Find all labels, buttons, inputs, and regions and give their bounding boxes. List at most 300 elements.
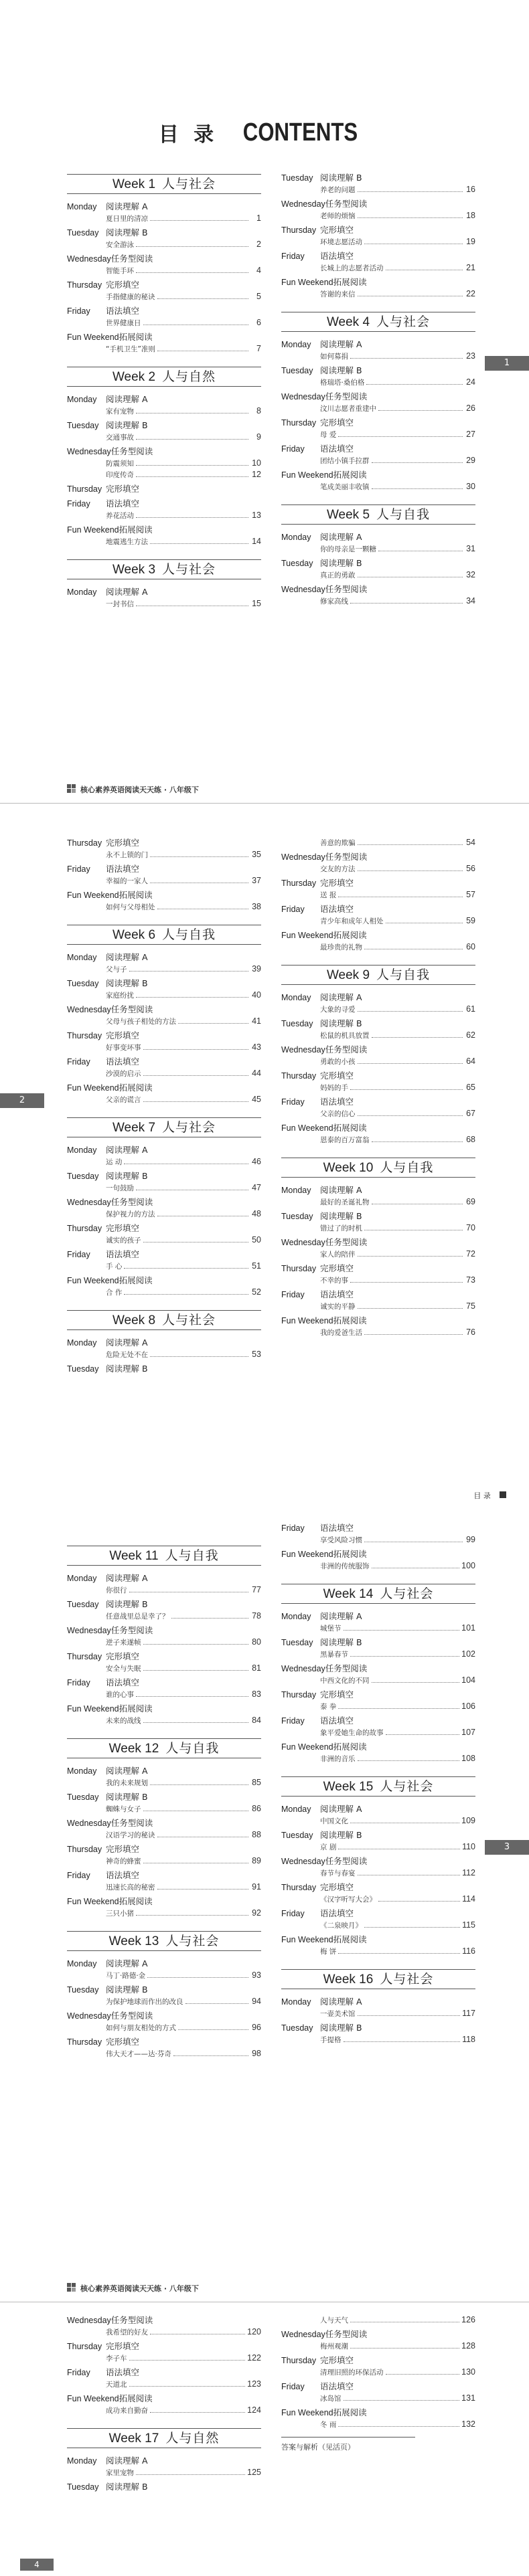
day-label: Monday [281,993,311,1002]
toc-day-group [67,2340,261,2364]
toc-entry[interactable] [67,1261,261,1272]
exercise-type: 拓展阅读 [119,1083,153,1093]
toc-entry[interactable] [281,184,475,195]
toc-entry[interactable] [281,1056,475,1067]
toc-entry[interactable] [281,2419,475,2430]
toc-entry[interactable] [281,1030,475,1041]
toc-entry[interactable] [281,569,475,581]
entry-page-number: 130 [461,2367,475,2377]
toc-day-line [281,1096,475,1108]
toc-day-group [281,851,475,875]
day-label: Fun Weekend [67,1897,119,1906]
toc-day-group [281,391,475,414]
exercise-type: 阅读理解 A [106,2456,148,2466]
entry-page-number: 96 [252,2023,261,2032]
day-label: Friday [281,1909,305,1918]
toc-entry[interactable] [67,291,261,302]
toc-entry[interactable] [281,1301,475,1312]
toc-entry[interactable] [67,2326,261,2338]
toc-day-line [67,483,261,495]
day-label: Monday [281,1186,311,1195]
exercise-type: 完形填空 [320,1882,354,1892]
exercise-type: 拓展阅读 [333,1123,367,1133]
toc-entry[interactable] [281,837,475,848]
toc-title-cn: 目 录 [158,123,218,147]
entry-page-number: 38 [252,902,261,911]
entry-page-number: 86 [252,1804,261,1813]
toc-day-group [67,1056,261,1079]
toc-entry[interactable] [67,1829,261,1841]
week-heading [67,1931,261,1951]
entry-page-number: 126 [461,2315,475,2324]
week-theme: 人与社会 [162,1120,216,1135]
toc-entry[interactable] [281,288,475,300]
toc-entry[interactable] [281,595,475,607]
toc-day-group [281,929,475,953]
toc-entry[interactable] [67,901,261,913]
week-theme: 人与社会 [165,1934,220,1948]
dot-leader [350,2348,459,2349]
toc-entry[interactable] [67,1996,261,2007]
entry-page-number: 76 [466,1327,475,1337]
entry-title: 团结小镇手拉群 [320,457,370,465]
day-label: Friday [281,905,305,914]
toc-entry[interactable] [281,863,475,875]
toc-entry[interactable] [281,236,475,248]
dot-leader [358,2015,461,2016]
toc-day-line [67,2481,261,2493]
entry-title: 中西文化的不同 [320,1677,370,1685]
toc-entry[interactable] [67,1637,261,1648]
toc-entry[interactable] [281,1534,475,1546]
toc-day-group [67,305,261,329]
toc-day-group [281,1522,475,1546]
dot-leader [350,358,463,359]
toc-entry[interactable] [281,889,475,901]
toc-entry[interactable] [67,1068,261,1079]
toc-entry[interactable] [67,432,261,443]
toc-entry[interactable] [281,1894,475,1905]
toc-entry[interactable] [67,2048,261,2059]
toc-entry[interactable] [281,1623,475,1634]
entry-page-number: 120 [247,2327,261,2336]
day-label: Thursday [281,225,317,235]
toc-entry[interactable] [67,598,261,610]
entry-title: 父亲的信心 [320,1110,356,1118]
toc-entry[interactable] [281,1082,475,1093]
toc-entry[interactable] [67,213,261,224]
dot-leader [136,1696,248,1697]
exercise-type: 任务型阅读 [110,1004,153,1014]
toc-entry[interactable] [67,1094,261,1105]
toc-entry[interactable] [281,1134,475,1145]
entry-title: 一壶美术馆 [320,2010,356,2018]
toc-day-group [281,1829,475,1853]
entry-title: 清理旧照的环保活动 [320,2369,384,2377]
toc-entry[interactable] [67,1803,261,1815]
toc-entry[interactable] [281,455,475,466]
day-label: Thursday [67,838,102,848]
toc-day-group [281,583,475,607]
toc-entry[interactable] [67,1584,261,1596]
entry-page-number: 117 [462,2009,475,2018]
entry-title: 幸福的一家人 [106,877,148,885]
toc-day-line [281,1184,475,1196]
toc-entry[interactable] [281,2034,475,2045]
entry-page-number: 5 [256,292,261,301]
toc-day-group [281,1689,475,1712]
entry-page-number: 84 [252,1716,261,1725]
entry-title: 天道北 [106,2381,127,2389]
day-label: Thursday [281,2356,317,2365]
toc-entry[interactable] [281,1196,475,1208]
toc-entry[interactable] [67,536,261,547]
toc-day-group [281,1548,475,1572]
toc-day-group [281,1663,475,1686]
entry-page-number: 19 [466,237,475,246]
day-label: Fun Weekend [281,1123,333,1133]
week-theme: 人与社会 [380,1972,434,1987]
toc-day-line [281,851,475,863]
day-label: Fun Weekend [281,1316,333,1325]
entry-page-number: 9 [256,432,261,442]
toc-entry[interactable] [67,1611,261,1622]
week-number: Week 8 [112,1313,156,1327]
entry-title: 交通事故 [106,434,134,442]
exercise-type: 拓展阅读 [119,1704,153,1714]
day-label: Monday [67,202,97,211]
day-label: Tuesday [281,559,313,568]
toc-day-line [67,420,261,432]
day-label: Tuesday [281,1831,313,1840]
toc-day-group [281,1210,475,1234]
toc-day-group [67,1170,261,1194]
toc-entry[interactable] [67,317,261,329]
exercise-type: 阅读理解 A [106,394,148,404]
toc-entry[interactable] [281,403,475,414]
toc-entry[interactable] [281,915,475,927]
toc-entry[interactable] [281,1327,475,1338]
day-label: Tuesday [67,1364,99,1374]
dot-leader [157,298,249,299]
dot-leader [364,1927,460,1928]
entry-title: 笔成美丽丰收镇 [320,483,370,491]
toc-entry[interactable] [67,1208,261,1220]
entry-page-number: 64 [466,1056,475,1066]
entry-title: 非洲的音乐 [320,1755,356,1763]
toc-entry[interactable] [67,405,261,417]
toc-entry[interactable] [281,377,475,388]
toc-day-line [281,877,475,889]
entry-title: 人与天气 [320,2316,348,2324]
dot-leader [178,1023,248,1024]
toc-entry[interactable] [67,1881,261,1893]
answer-key-note [281,2433,475,2452]
week-heading [281,965,475,985]
toc-day-group [67,1004,261,1027]
entry-page-number: 69 [466,1197,475,1206]
toc-page-4 [0,2275,529,2576]
toc-entry[interactable] [67,1182,261,1194]
entry-page-number: 70 [466,1223,475,1232]
entry-page-number: 23 [466,351,475,361]
day-label: Thursday [67,484,102,494]
toc-entry[interactable] [67,875,261,887]
week-heading [67,1117,261,1137]
toc-entry[interactable] [281,1920,475,1931]
toc-day-group [281,1881,475,1905]
toc-day-line [281,2355,475,2367]
toc-entry[interactable] [67,510,261,521]
toc-entry[interactable] [281,1946,475,1957]
exercise-type: 语法填空 [320,1716,354,1726]
dot-leader [136,2474,245,2475]
day-label: Wednesday [281,199,325,209]
week-theme: 人与自然 [165,2431,220,2446]
exercise-type: 语法填空 [106,1249,140,1259]
toc-day-line [67,889,261,901]
toc-entry[interactable] [67,1715,261,1726]
toc-entry[interactable] [67,963,261,975]
entry-page-number: 118 [462,2035,475,2044]
toc-entry[interactable] [67,2022,261,2033]
exercise-type: 完形填空 [106,2037,140,2047]
exercise-type: 完形填空 [106,280,140,290]
toc-entry[interactable] [67,1908,261,1919]
day-label: Tuesday [281,2023,313,2033]
toc-entry[interactable] [281,1675,475,1686]
toc-entry[interactable] [67,265,261,276]
toc-day-line [67,1984,261,1996]
toc-day-group [67,1275,261,1298]
toc-entry[interactable] [281,1753,475,1764]
toc-entry[interactable] [67,849,261,860]
entry-page-number: 51 [252,1261,261,1271]
week-number: Week 2 [112,370,156,384]
toc-day-group [281,557,475,581]
toc-day-line [281,1715,475,1727]
toc-entry[interactable] [67,2353,261,2364]
toc-day-line [67,305,261,317]
entry-page-number: 12 [252,470,261,479]
entry-title: 交友的方法 [320,865,356,873]
toc-day-line [281,1855,475,1867]
dot-leader [344,1630,460,1631]
dot-leader [366,384,463,385]
toc-entry[interactable] [281,2314,475,2326]
exercise-type: 完形填空 [106,1844,140,1854]
dot-leader [386,2374,460,2375]
entry-title: 真正的勇敢 [320,571,356,579]
week-theme: 人与自我 [162,927,216,942]
entry-page-number: 89 [252,1856,261,1865]
day-label: Thursday [67,1224,102,1233]
entry-title: 松鼠的机具放置 [320,1032,370,1040]
toc-entry[interactable] [67,1042,261,1053]
entry-title: 大象的寻爱 [320,1006,356,1014]
exercise-type: 完形填空 [320,1689,354,1699]
page-header-right [471,1488,506,1501]
entry-title: 家有宠物 [106,407,134,416]
toc-entry[interactable] [67,469,261,480]
toc-entry[interactable] [281,1867,475,1879]
toc-day-line [281,1881,475,1894]
toc-entry[interactable] [67,2467,261,2478]
toc-day-group [281,531,475,555]
entry-page-number: 131 [461,2393,475,2403]
toc-entry[interactable] [67,458,261,469]
entry-title: 养花活动 [106,512,134,520]
exercise-type: 阅读理解 A [106,201,148,211]
exercise-type: 完形填空 [320,878,354,888]
toc-entry[interactable] [281,1560,475,1572]
page-tab: 3 [485,1840,529,1855]
day-label: Tuesday [67,1600,99,1609]
entry-title: 手 心 [106,1263,123,1271]
toc-entry[interactable] [67,1156,261,1168]
toc-day-line [281,224,475,236]
entry-page-number: 81 [252,1663,261,1673]
toc-day-line [281,1996,475,2008]
toc-entry[interactable] [281,262,475,274]
toc-entry[interactable] [67,1349,261,1360]
dot-leader [171,1618,249,1619]
toc-entry[interactable] [67,239,261,250]
toc-entry[interactable] [281,210,475,221]
entry-page-number: 27 [466,430,475,439]
toc-entry[interactable] [67,1777,261,1788]
toc-day-line [67,1765,261,1777]
toc-entry[interactable] [67,1855,261,1867]
toc-day-group [67,837,261,860]
toc-entry[interactable] [281,2367,475,2378]
toc-entry[interactable] [67,990,261,1001]
toc-day-line [67,1651,261,1663]
toc-day-line [67,1144,261,1156]
toc-day-group [67,1651,261,1674]
entry-title: 父母与孩子相处的方法 [106,1018,176,1026]
dot-leader [358,870,463,871]
day-label: Wednesday [67,1626,111,1635]
exercise-type: 语法填空 [106,498,140,509]
dot-leader [350,1282,463,1283]
toc-day-line [281,1289,475,1301]
toc-entry[interactable] [67,1287,261,1298]
toc-entry[interactable] [281,1727,475,1738]
week-heading [281,312,475,332]
day-label: Monday [67,1766,97,1776]
day-label: Fun Weekend [281,1742,333,1752]
toc-entry[interactable] [281,1249,475,1260]
toc-day-line [67,1363,261,1375]
toc-title [0,118,529,147]
toc-entry[interactable] [281,1841,475,1853]
toc-entry[interactable] [67,1234,261,1246]
toc-day-group [281,877,475,901]
exercise-type: 阅读理解 A [106,952,148,962]
toc-entry[interactable] [67,1970,261,1981]
toc-entry[interactable] [67,2405,261,2416]
day-label: Monday [67,953,97,962]
exercise-type: 任务型阅读 [325,1237,368,1247]
toc-entry[interactable] [67,1016,261,1027]
toc-entry[interactable] [281,429,475,440]
exercise-type: 任务型阅读 [325,1856,368,1866]
dot-leader [136,272,248,273]
toc-page-3 [0,1479,529,2248]
toc-day-group [281,2355,475,2378]
toc-entry[interactable] [281,2340,475,2352]
toc-entry[interactable] [281,543,475,555]
toc-entry[interactable] [67,1663,261,1674]
entry-page-number: 123 [247,2379,261,2389]
toc-entry[interactable] [281,2008,475,2019]
toc-day-group [67,1869,261,1893]
day-label: Friday [281,444,305,454]
toc-entry[interactable] [281,351,475,362]
dot-leader [358,1256,463,1257]
toc-day-line [67,2010,261,2022]
toc-day-line [67,2036,261,2048]
entry-page-number: 46 [252,1157,261,1166]
dot-leader [143,1644,249,1645]
toc-entry[interactable] [67,2379,261,2390]
toc-entry[interactable] [281,481,475,492]
toc-day-line [281,172,475,184]
toc-day-line [281,1263,475,1275]
dot-leader [143,1075,249,1076]
toc-entry[interactable] [281,941,475,953]
exercise-type: 拓展阅读 [333,1549,367,1559]
entry-page-number: 124 [247,2405,261,2415]
toc-day-group [281,1236,475,1260]
toc-left-column [67,2312,261,2496]
toc-entry[interactable] [281,1222,475,1234]
toc-day-line [67,1337,261,1349]
exercise-type: 阅读理解 B [106,1364,148,1374]
toc-entry[interactable] [281,1701,475,1712]
toc-entry[interactable] [67,343,261,355]
toc-entry[interactable] [281,1275,475,1286]
toc-entry[interactable] [281,1815,475,1827]
exercise-type: 阅读理解 A [320,992,362,1002]
entry-page-number: 107 [461,1728,475,1737]
entry-page-number: 80 [252,1637,261,1647]
exercise-type: 阅读理解 B [106,978,148,988]
exercise-type: 阅读理解 A [320,1804,362,1814]
day-label: Friday [281,1524,305,1533]
day-label: Fun Weekend [67,333,119,342]
toc-day-line [67,201,261,213]
toc-day-line [281,557,475,569]
entry-page-number: 122 [247,2353,261,2363]
entry-title: 合 作 [106,1289,123,1297]
toc-entry[interactable] [281,2393,475,2404]
toc-entry[interactable] [281,1649,475,1660]
toc-day-group [67,498,261,521]
day-label: Tuesday [67,228,99,238]
toc-entry[interactable] [281,1004,475,1015]
toc-day-line [281,391,475,403]
toc-entry[interactable] [67,1689,261,1700]
day-label: Thursday [67,1652,102,1661]
toc-day-group [281,1637,475,1660]
toc-day-group [281,1044,475,1067]
exercise-type: 阅读理解 B [320,173,362,183]
header-mark-icon [500,1491,506,1498]
entry-page-number: 132 [461,2419,475,2429]
toc-entry[interactable] [281,1108,475,1119]
